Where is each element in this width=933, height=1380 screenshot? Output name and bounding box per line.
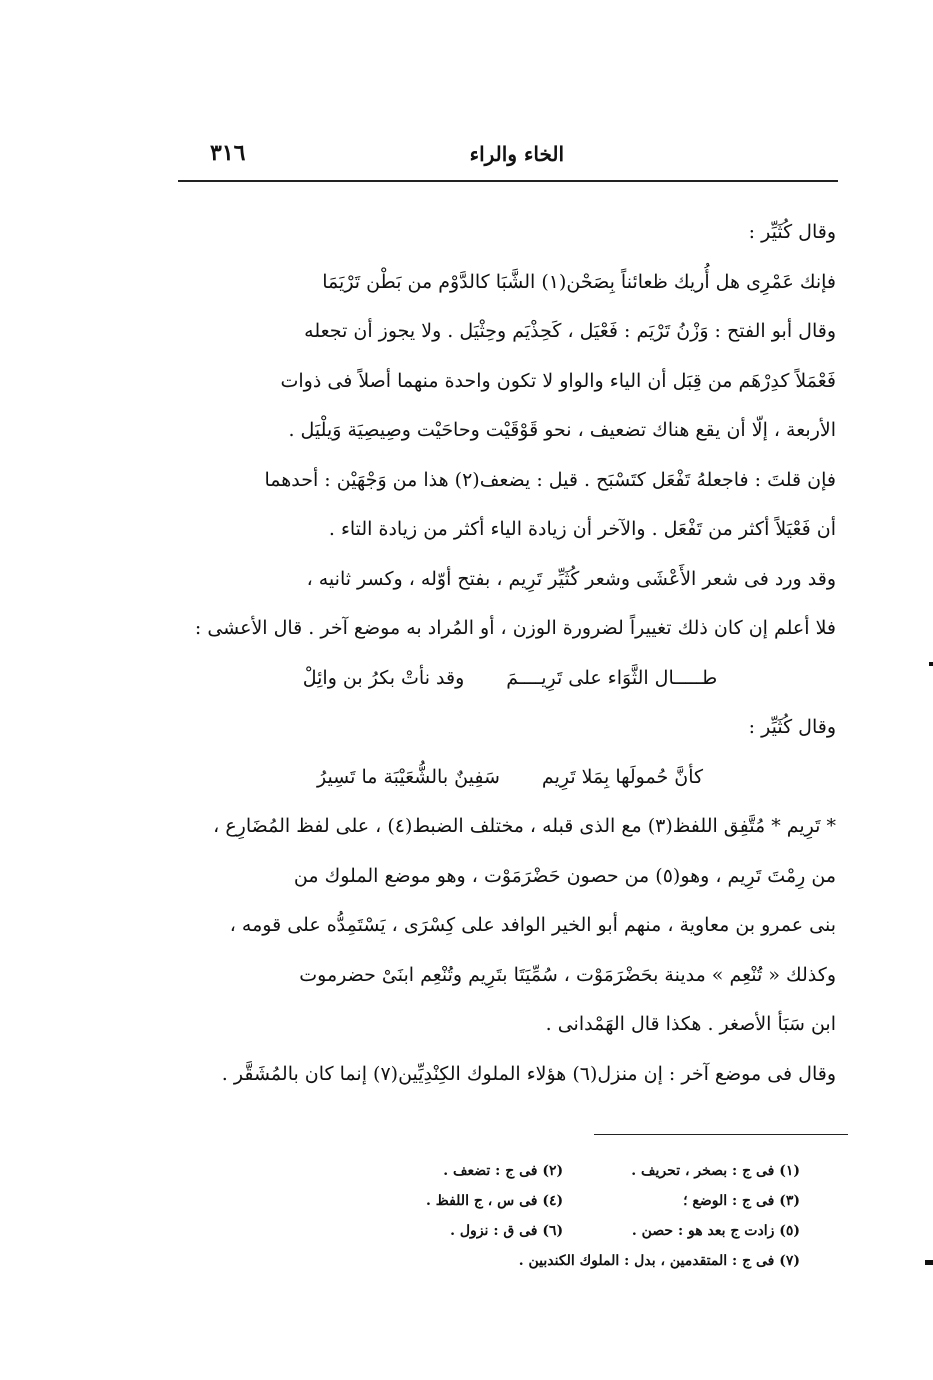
text-line: فإن قلتَ : فاجعلهُ تَفْعَل كتَسْبَح . قيل : يضعف(٢) هذا من وَجْهَيْن : أحدهما: [264, 468, 836, 491]
text-line: من رِمْتَ تَرِيم ، وهو(٥) من حصون حَضْرَمَوْت ، وهو موضع الملوك من: [293, 864, 836, 887]
text-line: * تَرِيم * مُتَّفِق اللفظ(٣) مع الذى قبله ، مختلف الضبط(٤) ، على لفظ المُضَارِع ،: [213, 815, 836, 837]
page-number: ٣١٦: [210, 140, 246, 166]
footnote: (٧) فى ج : المتقدمين ، بدل : الملوك الكندبين .: [518, 1253, 800, 1269]
text-line: وقال كُثَيِّر :: [748, 221, 836, 243]
text-line: وقد ورد فى شعر الأَعْشَى وشعر كُثَيِّر تَرِيم ، بفتح أوّله ، وكسر ثانيه ،: [306, 567, 836, 590]
text-line: وكذلك « تُنْعِم » مدينة بحَضْرَمَوْت ، سُمِّيَتَا بتَرِيم وتُنْعِم ابنَىْ حضرموت: [299, 963, 836, 986]
verse-second-hemistich: وقد نأتْ بكرُ بن وائِلْ: [302, 666, 465, 689]
verse-first-hemistich: طـــــال الثَّوَاء على تَرِيــــمَ: [506, 666, 718, 689]
footnote-rule: [594, 1134, 848, 1135]
text-line: وقال أبو الفتح : وَزْنُ تَرْيَم : فَعْيَل ، كَحِذْيَم وحِثْيَل . ولا يجوز أن تجعله: [304, 320, 836, 342]
text-line: وقال كُثَيِّر :: [748, 716, 836, 738]
verse-line: فإنك عَمْرِى هل أُريك ظعائناً بِصَحْن(١) الشَّبَا كالدَّوْم من بَطْن تَرْيَمَا: [322, 270, 836, 293]
footnote-row: [330, 1216, 800, 1246]
footnotes: [330, 1156, 800, 1276]
running-title: الخاء والراء: [469, 142, 564, 166]
verse-couplet: [184, 654, 836, 704]
footnote-row: [330, 1156, 800, 1186]
footnote: (٤) فى س ، ج اللفظ .: [426, 1193, 564, 1209]
text-line: أن فَعْيَلاً أكثر من تَفْعَل . والآخر أن زيادة الياء أكثر من زيادة التاء .: [328, 518, 836, 540]
text-line: وقال فى موضع آخر : إن منزل(٦) هؤلاء الملوك الكِنْدِيِّين(٧) إنما كان بالمُشَقَّر .: [221, 1062, 836, 1085]
scan-edge-mark: [925, 1260, 933, 1265]
footnote: (١) فى ج : بصخر ، تحريف .: [631, 1163, 800, 1179]
header-rule: [178, 180, 838, 182]
text-line: فَعْمَلاً كدِرْهَم من قِبَل أن الياء والواو لا تكون واحدة منهما أصلاً فى ذوات: [280, 369, 836, 392]
footnote: (٢) فى ج : تضعف .: [443, 1163, 564, 1179]
main-text: [184, 208, 836, 1099]
footnote-row: [330, 1246, 800, 1276]
footnote: (٣) فى ج : الوضع ؛: [683, 1193, 800, 1209]
text-line: بنى عمرو بن معاوية ، منهم أبو الخير الوافد على كِسْرَى ، يَسْتَمِدُّه على قومه ،: [229, 914, 836, 936]
footnote-row: [330, 1186, 800, 1216]
text-line: فلا أعلم إن كان ذلك تغييراً لضرورة الوزن ، أو المُراد به موضع آخر . قال الأعشى :: [194, 617, 836, 639]
verse-first-hemistich: كأنَّ حُمولَها بِمَلا تَرِيم: [541, 765, 704, 788]
running-header: [178, 138, 836, 172]
text-line: الأربعة ، إلّا أن يقع هناك تضعيف ، نحو قَوْقَيْت وحاحَيْت وصِيصِيَة وَيلْيَل .: [288, 419, 836, 441]
footnote: (٦) فى ق : نزول .: [450, 1223, 564, 1239]
verse-second-hemistich: سَفِينٌ بالشُّعَيْبَة ما تَسِيرُ: [316, 765, 500, 788]
footnote: (٥) زادت ج بعد هو : حصن .: [631, 1223, 800, 1239]
text-line: ابن سَبَأ الأصغر . هكذا قال الهَمْدانى .: [545, 1013, 836, 1035]
verse-couplet: [184, 753, 836, 803]
scan-edge-mark: [929, 662, 933, 666]
